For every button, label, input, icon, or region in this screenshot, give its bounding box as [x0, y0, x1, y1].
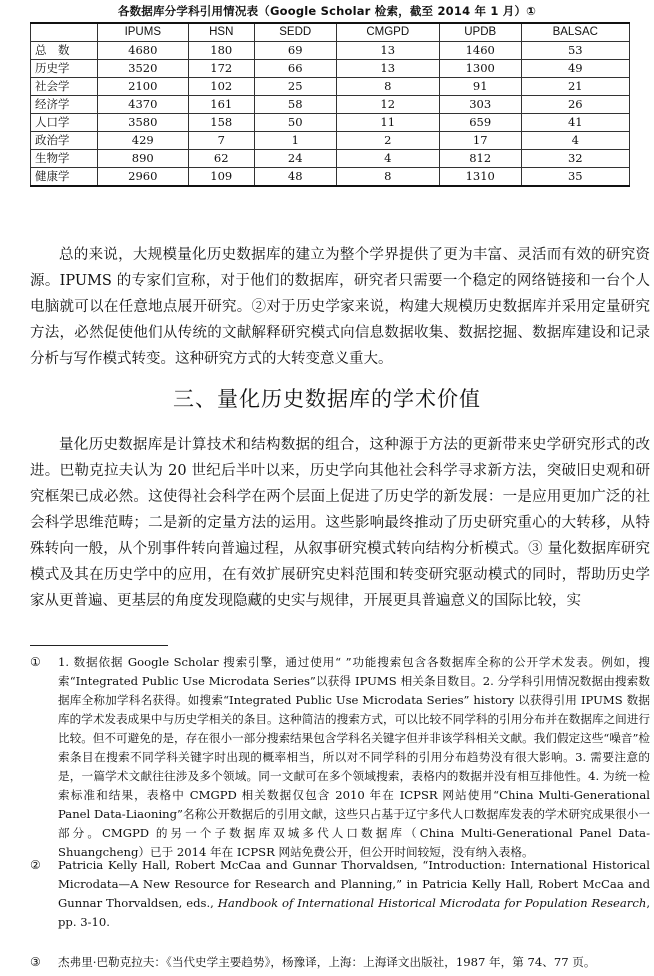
table-cell: 26: [521, 96, 629, 114]
table-cell: 4: [336, 150, 439, 168]
table-cell: 12: [336, 96, 439, 114]
table-cell: 53: [521, 42, 629, 60]
footnote-mark: ②: [30, 858, 41, 872]
table-cell: 35: [521, 168, 629, 187]
table-header-cell: [31, 23, 98, 42]
table-header-cell: BALSAC: [521, 23, 629, 42]
footnote: [30, 653, 650, 862]
table-header-cell: CMGPD: [336, 23, 439, 42]
table-row: [31, 168, 630, 187]
table-cell: 102: [188, 78, 254, 96]
table-cell: 2100: [98, 78, 189, 96]
row-label: 总 数: [31, 42, 98, 60]
table-row: [31, 132, 630, 150]
row-label: 人口学: [31, 114, 98, 132]
table-cell: 50: [254, 114, 336, 132]
footnote-text-before: Patricia Kelly Hall, Robert McCaa and Gunnar Thorvaldsen, “Introduction: International Historical Microdata—A New Resource for Research and Planning,” in Patricia Kelly Hall, Robert McCaa and Gunnar Thorvaldsen, eds.,: [58, 858, 650, 910]
table-header-cell: SEDD: [254, 23, 336, 42]
table-cell: 180: [188, 42, 254, 60]
table-header-row: [31, 23, 630, 42]
table-cell: 11: [336, 114, 439, 132]
row-label: 生物学: [31, 150, 98, 168]
row-label: 健康学: [31, 168, 98, 187]
citation-table: [30, 22, 630, 187]
table-cell: 2: [336, 132, 439, 150]
table-cell: 69: [254, 42, 336, 60]
footnote-mark: ③: [30, 955, 41, 969]
table-cell: 4680: [98, 42, 189, 60]
body-paragraph: 总的来说，大规模量化历史数据库的建立为整个学界提供了更为丰富、灵活而有效的研究资源。IPUMS 的专家们宣称，对于他们的数据库，研究者只需要一个稳定的网络链接和一台个人电脑就可以在任意地点展开研究。②对于历史学家来说，构建大规模历史数据库并采用定量研究方法，必然促使他们从传统的文献解释研究模式向信息数据收集、数据挖掘、数据库建设和记录分析与写作模式转变。这种研究方式的大转变意义重大。: [30, 247, 650, 367]
table-cell: 13: [336, 60, 439, 78]
table-cell: 7: [188, 132, 254, 150]
table-cell: 25: [254, 78, 336, 96]
table-cell: 62: [188, 150, 254, 168]
footnote-mark: ①: [30, 655, 41, 669]
footnote-book-title: Handbook of International Historical Microdata for Population Research: [217, 896, 647, 910]
table-row: [31, 42, 630, 60]
table-cell: 4370: [98, 96, 189, 114]
table-cell: 24: [254, 150, 336, 168]
table-cell: 2960: [98, 168, 189, 187]
table-cell: 158: [188, 114, 254, 132]
table-cell: 66: [254, 60, 336, 78]
table-cell: 1: [254, 132, 336, 150]
table-cell: 3520: [98, 60, 189, 78]
table-cell: 1310: [439, 168, 521, 187]
table-cell: 41: [521, 114, 629, 132]
table-header-cell: UPDB: [439, 23, 521, 42]
table-cell: 1460: [439, 42, 521, 60]
table-cell: 32: [521, 150, 629, 168]
footnote: [30, 856, 650, 932]
footnote-text: [58, 856, 650, 932]
table-cell: 890: [98, 150, 189, 168]
table-cell: 3580: [98, 114, 189, 132]
table-cell: 812: [439, 150, 521, 168]
table-cell: 8: [336, 168, 439, 187]
table-cell: 48: [254, 168, 336, 187]
footnote: [30, 953, 650, 972]
table-row: [31, 78, 630, 96]
row-label: 经济学: [31, 96, 98, 114]
table-row: [31, 150, 630, 168]
table-header-cell: IPUMS: [98, 23, 189, 42]
footnote-divider: [30, 645, 168, 646]
table-header-cell: HSN: [188, 23, 254, 42]
footnote-text: 杰弗里·巴勒克拉夫：《当代史学主要趋势》，杨豫译，上海：上海译文出版社，1987 年，第 74、77 页。: [58, 955, 596, 969]
body-paragraph: 量化历史数据库是计算技术和结构数据的组合，这种源于方法的更新带来史学研究形式的改进。巴勒克拉夫认为 20 世纪后半叶以来，历史学向其他社会科学寻求新方法，突破旧史观和研究框架已成必然。这使得社会科学在两个层面上促进了历史学的新发展：一是应用更加广泛的社会科学思维范畴；二是新的定量方法的运用。这些影响最终推动了历史研究重心的大转移，从特殊转向一般，从个别事件转向普遍过程，从叙事研究模式转向结构分析模式。③ 量化数据库研究模式及其在历史学中的应用，在有效扩展研究史料范围和转变研究驱动模式的同时，帮助历史学家从更普遍、更基层的角度发现隐藏的史实与规律，开展更具普遍意义的国际比较，实: [30, 437, 650, 609]
row-label: 政治学: [31, 132, 98, 150]
table-cell: 17: [439, 132, 521, 150]
table-cell: 161: [188, 96, 254, 114]
table-cell: 109: [188, 168, 254, 187]
table-cell: 4: [521, 132, 629, 150]
table-cell: 91: [439, 78, 521, 96]
table-cell: 429: [98, 132, 189, 150]
table-cell: 303: [439, 96, 521, 114]
row-label: 历史学: [31, 60, 98, 78]
footnote-text-after: , pp. 3-10.: [58, 896, 650, 929]
table-caption: 各数据库分学科引用情况表（Google Scholar 检索，截至 2014 年 1 月）①: [117, 4, 537, 18]
table-cell: 58: [254, 96, 336, 114]
footnote-text: 1. 数据依据 Google Scholar 搜索引擎，通过使用“ ”功能搜索包含各数据库全称的公开学术发表。例如，搜索“Integrated Public Use Microdata Series”以获得 IPUMS 相关条目数目。2. 分学科引用情况数据由搜索数据库全称加学科名获得。如搜索“Integrated Public Use Microdata Series” history 以获得引用 IPUMS 数据库的学术发表成果中与历史学相关的条目。这种简洁的搜索方式，可以比较不同学科的引用分布并在数据库之间进行比较。但不可避免的是，存在很小一部分搜索结果包含学科名关键字但并非该学科相关文献。我们假定这些“噪音”检索条目在搜索不同学科关键字时出现的概率相当，所以对不同学科的引用分布趋势没有很大影响。3. 需要注意的是，一篇学术文献往往涉及多个领域。同一文献可在多个领域搜索，表格内的数据并没有相互排他性。4. 为统一检索标准和结果，表格中 CMGPD 相关数据仅包含 2010 年在 ICPSR 网站使用“China Multi-Generational Panel Data-Liaoning”名称公开数据后的引用文献，这些只占基于辽宁多代人口数据库发表的学术研究成果很小一部分。CMGPD 的另一个子数据库双城多代人口数据库（China Multi-Generational Panel Data-Shuangcheng）已于 2014 年在 ICPSR 网站免费公开，但公开时间较短，没有纳入表格。: [58, 655, 650, 859]
table-cell: 1300: [439, 60, 521, 78]
section-heading: 三、量化历史数据库的学术价值: [173, 387, 481, 411]
table-row: [31, 96, 630, 114]
table-cell: 172: [188, 60, 254, 78]
table-row: [31, 114, 630, 132]
table-cell: 49: [521, 60, 629, 78]
table-row: [31, 60, 630, 78]
table-cell: 659: [439, 114, 521, 132]
table-cell: 21: [521, 78, 629, 96]
row-label: 社会学: [31, 78, 98, 96]
table-cell: 13: [336, 42, 439, 60]
table-cell: 8: [336, 78, 439, 96]
